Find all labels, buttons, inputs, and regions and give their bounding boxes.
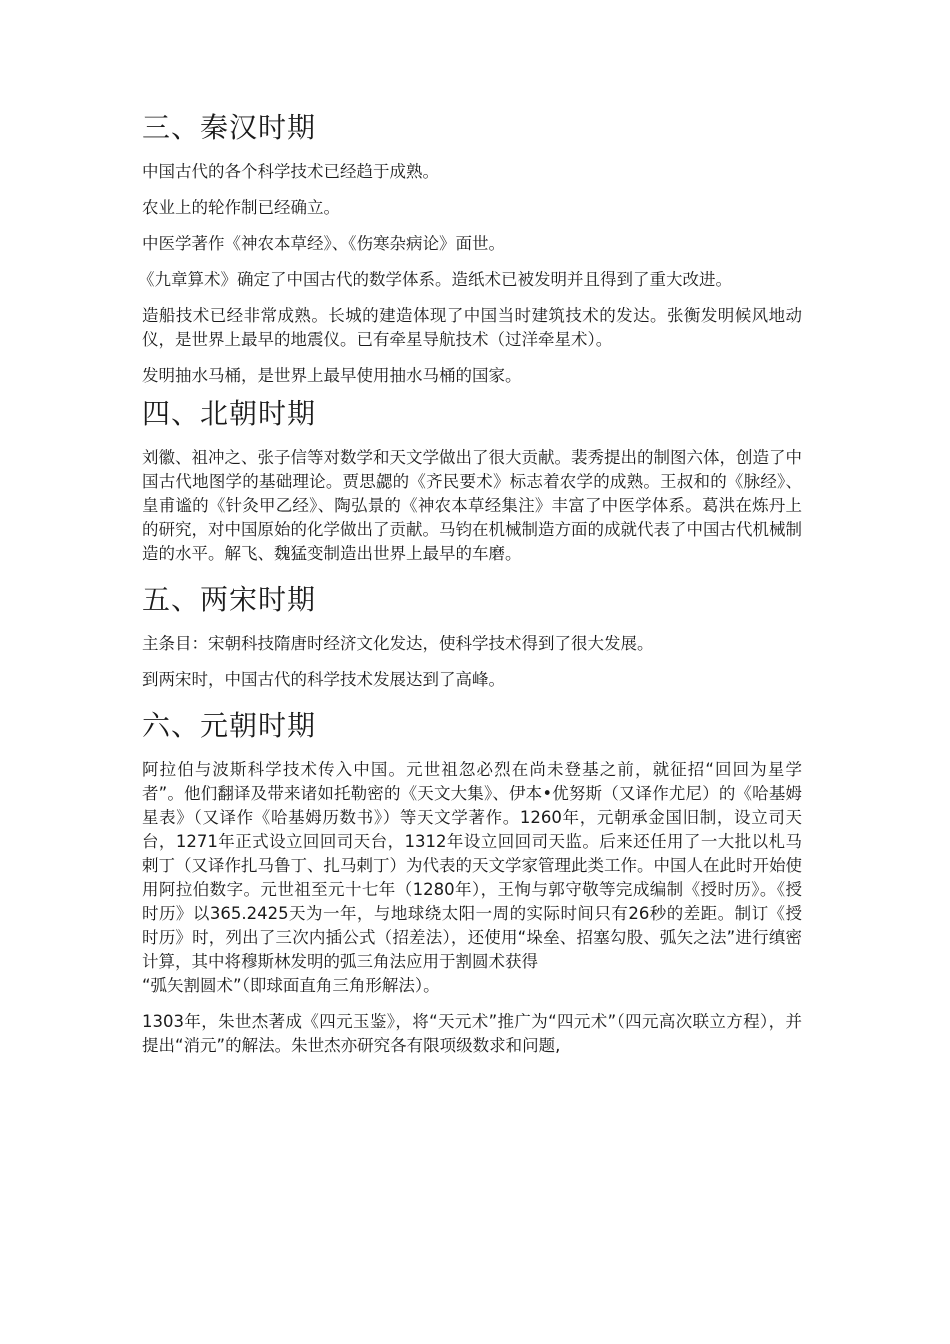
paragraph: 刘徽、祖冲之、张子信等对数学和天文学做出了很大贡献。裴秀提出的制图六体，创造了中国古代地图学的基础理论。贾思勰的《齐民要术》标志着农学的成熟。王叔和的《脉经》、皇甫谧的《针灸甲乙经》、陶弘景的《神农本草经集注》丰富了中医学体系。葛洪在炼丹上的研究，对中国原始的化学做出了贡献。马钧在机械制造方面的成就代表了中国古代机械制造的水平。解飞、魏猛变制造出世界上最早的车磨。 <box>142 448 802 563</box>
section-heading-yuan: 六、元朝时期 <box>142 709 317 742</box>
paragraph: 1303年，朱世杰著成《四元玉鉴》，将“天元术”推广为“四元术”（四元高次联立方程），并提出“消元”的解法。朱世杰亦研究各有限项级数求和问题, <box>142 1012 802 1055</box>
section-heading-beichao: 四、北朝时期 <box>142 397 317 430</box>
paragraph: 造船技术已经非常成熟。长城的建造体现了中国当时建筑技术的发达。张衡发明候风地动仪，是世界上最早的地震仪。已有牵星导航技术（过洋牵星术）。 <box>142 306 802 349</box>
paragraph: 主条目：宋朝科技隋唐时经济文化发达，使科学技术得到了很大发展。 <box>142 634 654 653</box>
paragraph: 到两宋时，中国古代的科学技术发展达到了高峰。 <box>142 670 505 689</box>
section-heading-qinhan: 三、秦汉时期 <box>142 111 317 144</box>
paragraph: “弧矢割圆术”（即球面直角三角形解法）。 <box>142 976 440 995</box>
paragraph: 中国古代的各个科学技术已经趋于成熟。 <box>142 162 439 181</box>
paragraph: 《九章算术》确定了中国古代的数学体系。造纸术已被发明并且得到了重大改进。 <box>138 270 732 289</box>
paragraph: 农业上的轮作制已经确立。 <box>142 198 340 217</box>
paragraph: 中医学著作《神农本草经》、《伤寒杂病论》面世。 <box>142 234 505 253</box>
document-page <box>138 108 802 1070</box>
paragraph: 阿拉伯与波斯科学技术传入中国。元世祖忽必烈在尚未登基之前，就征招“回回为星学者”。他们翻译及带来诸如托勒密的《天文大集》、伊本•优努斯（又译作尤尼）的《哈基姆星表》（又译作《哈基姆历数书》）等天文学著作。1260年，元朝承金国旧制，设立司天台，1271年正式设立回回司天台，1312年设立回回司天监。后来还任用了一大批以札马剌丁（又译作扎马鲁丁、扎马剌丁）为代表的天文学家管理此类工作。中国人在此时开始使用阿拉伯数字。元世祖至元十七年（1280年），王恂与郭守敬等完成编制《授时历》。《授时历》以365.2425天为一年，与地球绕太阳一周的实际时间只有26秒的差距。制订《授时历》时，列出了三次内插公式（招差法），还使用“垛垒、招塞勾股、弧矢之法”进行缜密计算，其中将穆斯林发明的弧三角法应用于割圆术获得 <box>142 760 802 971</box>
section-heading-liangsong: 五、两宋时期 <box>142 583 317 616</box>
paragraph: 发明抽水马桶，是世界上最早使用抽水马桶的国家。 <box>142 366 522 385</box>
